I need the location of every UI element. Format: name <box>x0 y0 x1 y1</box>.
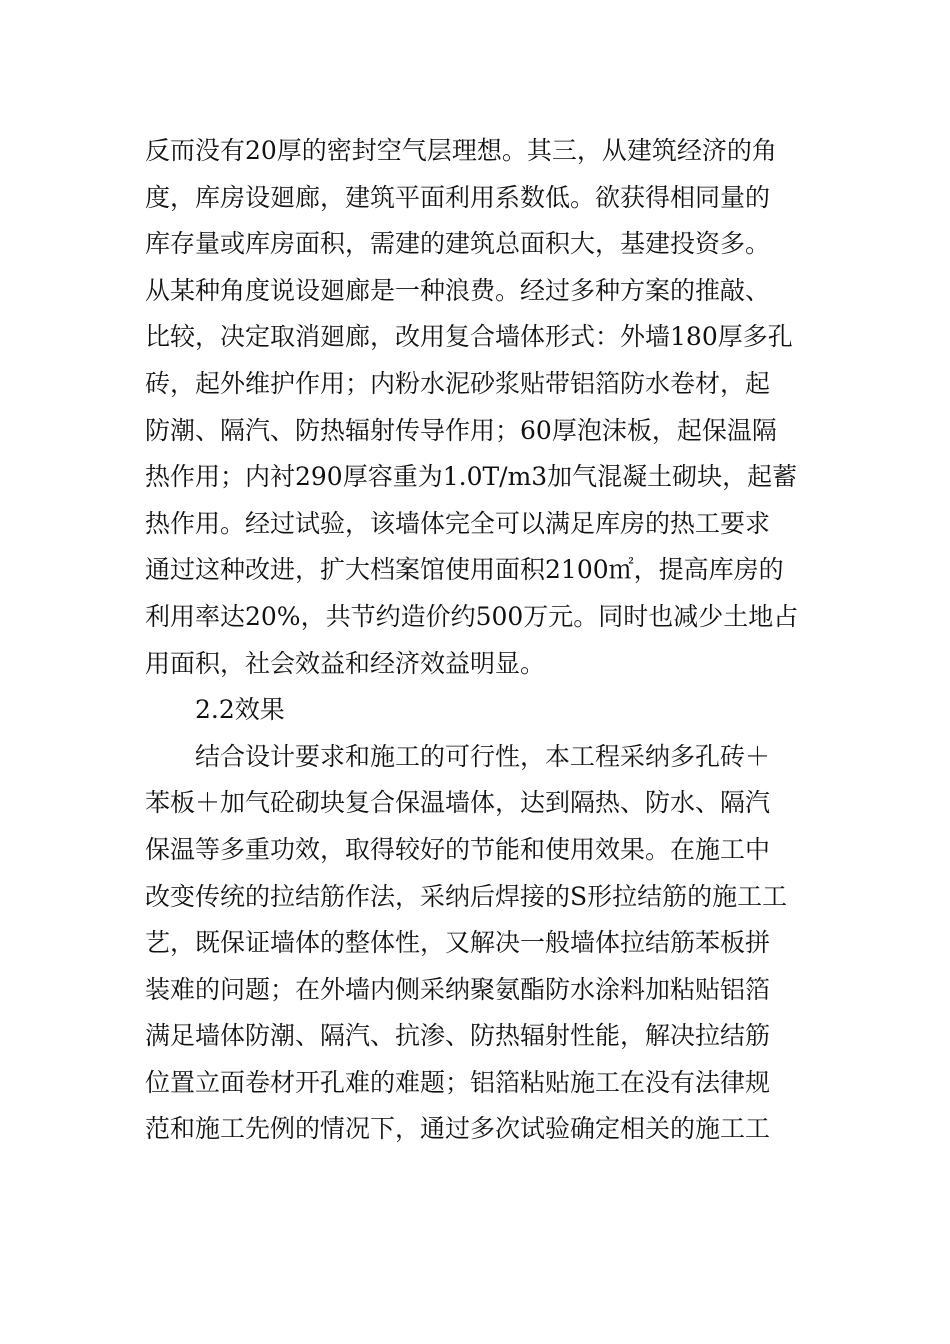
text-line: 用面积，社会效益和经济效益明显。 <box>145 648 546 678</box>
text-line: 改变传统的拉结筋作法，采纳后焊接的S形拉结筋的施工工 <box>145 881 788 911</box>
text-line: 反而没有20厚的密封空气层理想。其三，从建筑经济的角 <box>145 136 777 165</box>
paragraph-1 <box>145 128 810 687</box>
text-line: 从某种角度说设廻廊是一种浪费。经过多种方案的推敲、 <box>145 275 771 305</box>
text-line: 结合设计要求和施工的可行性，本工程采纳多孔砖＋ <box>195 741 771 771</box>
text-line: 砖，起外维护作用；内粉水泥砂浆贴带铝箔防水卷材，起 <box>145 368 771 398</box>
text-line: 范和施工先例的情况下，通过多次试验确定相关的施工工 <box>145 1114 771 1144</box>
text-line: 防潮、隔汽、防热辐射传导作用；60厚泡沫板，起保温隔 <box>145 415 777 445</box>
section-heading: 2.2效果 <box>195 695 285 725</box>
text-line: 苯板＋加气砼砌块复合保温墙体，达到隔热、防水、隔汽 <box>145 788 771 818</box>
text-line: 利用率达20%，共节约造价约500万元。同时也减少土地占 <box>145 601 799 631</box>
text-line: 比较，决定取消廻廊，改用复合墙体形式：外墙180厚多孔 <box>145 322 793 352</box>
document-body <box>145 128 810 1153</box>
text-line: 位置立面卷材开孔难的难题；铝箔粘贴施工在没有法律规 <box>145 1067 771 1097</box>
text-line: 热作用。经过试验，该墙体完全可以满足库房的热工要求 <box>145 508 771 538</box>
text-line: 满足墙体防潮、隔汽、抗渗、防热辐射性能，解决拉结筋 <box>145 1021 771 1051</box>
text-line: 保温等多重功效，取得较好的节能和使用效果。在施工中 <box>145 834 771 864</box>
text-line: 度，库房设廻廊，建筑平面利用系数低。欲获得相同量的 <box>145 182 771 212</box>
text-line: 艺，既保证墙体的整体性，又解决一般墙体拉结筋苯板拼 <box>145 928 771 958</box>
text-line: 热作用；内衬290厚容重为1.0T/m3加气混凝土砌块，起蓄 <box>145 462 798 492</box>
text-line: 通过这种改进，扩大档案馆使用面积2100㎡，提高库房的 <box>145 555 784 585</box>
text-line: 装难的问题；在外墙内侧采纳聚氨酯防水涂料加粘贴铝箔 <box>145 974 771 1004</box>
paragraph-2 <box>145 734 810 1153</box>
text-line: 库存量或库房面积，需建的建筑总面积大，基建投资多。 <box>145 229 771 259</box>
